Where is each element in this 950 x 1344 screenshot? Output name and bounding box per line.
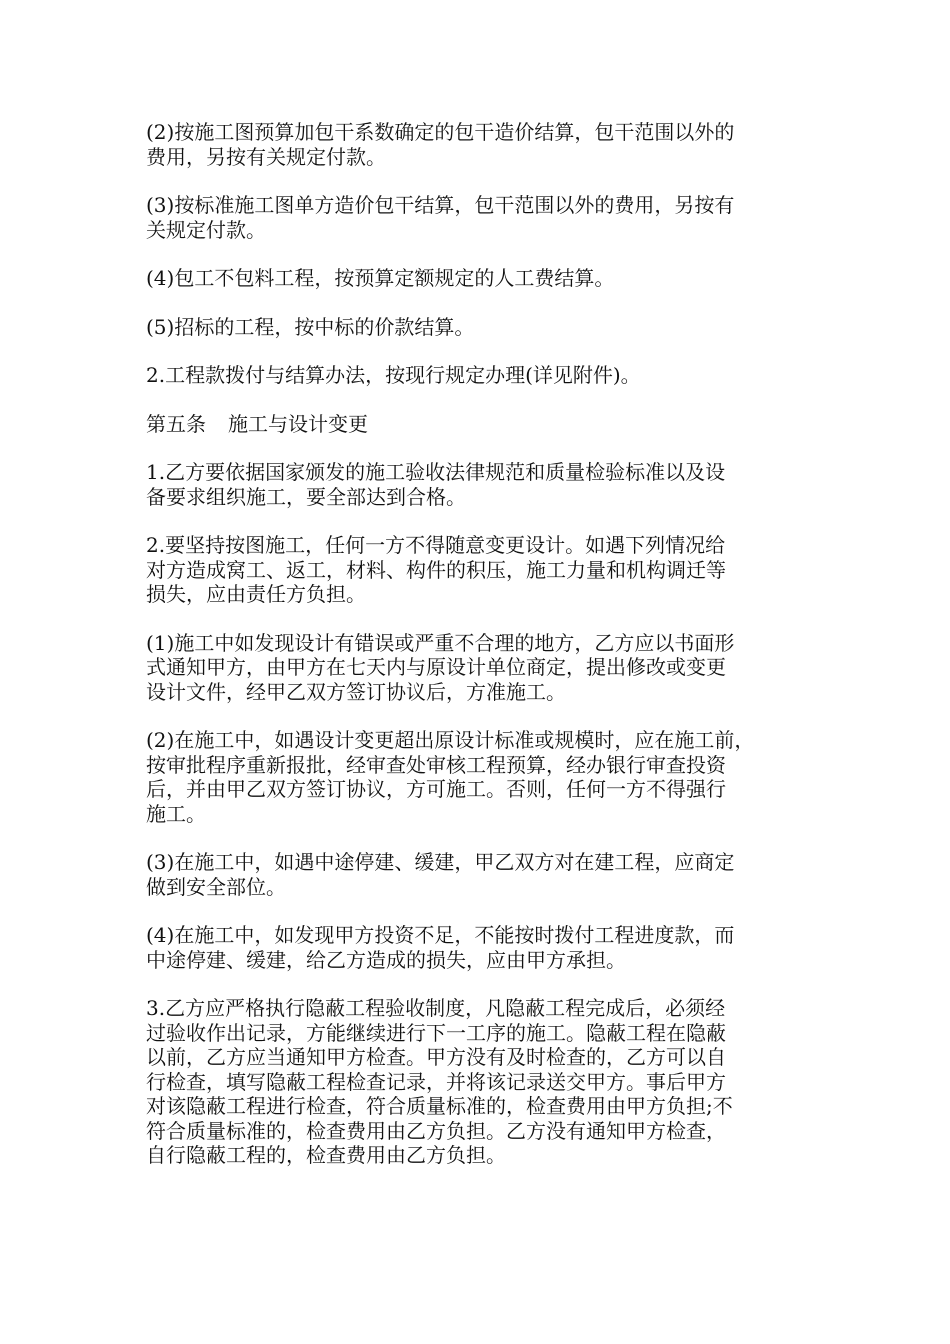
paragraph-clause-5-1	[146, 460, 818, 509]
paragraph-line: 2.要坚持按图施工，任何一方不得随意变更设计。如遇下列情况给	[146, 533, 726, 557]
paragraph-payment-method-5	[146, 315, 818, 340]
paragraph-line: (2)按施工图预算加包干系数确定的包干造价结算，包干范围以外的	[146, 120, 735, 144]
paragraph-clause-5-2-4	[146, 923, 818, 972]
paragraph-line: 费用，另按有关规定付款。	[146, 144, 386, 169]
section-number: 第五条	[146, 411, 206, 436]
paragraph-line: 1.乙方要依据国家颁发的施工验收法律规范和质量检验标准以及设	[146, 460, 726, 484]
paragraph-line: 做到安全部位。	[146, 874, 286, 899]
paragraph-line: 2.工程款拨付与结算办法，按现行规定办理(详见附件)。	[146, 363, 641, 387]
paragraph-line: 按审批程序重新报批，经审查处审核工程预算，经办银行审查投资	[146, 752, 726, 777]
paragraph-line: 符合质量标准的，检查费用由乙方负担。乙方没有通知甲方检查，	[146, 1118, 726, 1143]
paragraph-line: (2)在施工中，如遇设计变更超出原设计标准或规模时，应在施工前，	[146, 728, 755, 752]
paragraph-line: (5)招标的工程，按中标的价款结算。	[146, 314, 475, 339]
paragraph-clause-5-2-2	[146, 728, 818, 826]
paragraph-line: 备要求组织施工，要全部达到合格。	[146, 484, 466, 509]
section-heading	[146, 412, 818, 437]
paragraph-payment-method-2	[146, 120, 818, 169]
section-title: 施工与设计变更	[228, 411, 368, 436]
paragraph-line: 施工。	[146, 801, 206, 826]
paragraph-line: (3)按标准施工图单方造价包干结算，包干范围以外的费用，另按有	[146, 193, 735, 217]
paragraph-line: (4)包工不包料工程，按预算定额规定的人工费结算。	[146, 266, 615, 290]
paragraph-line: 设计文件，经甲乙双方签订协议后，方准施工。	[146, 679, 566, 704]
paragraph-line: 关规定付款。	[146, 217, 266, 242]
paragraph-line: 损失，应由责任方负担。	[146, 582, 366, 606]
paragraph-payment-method-4	[146, 266, 818, 291]
paragraph-clause-5-2	[146, 533, 818, 607]
paragraph-line: 行检查，填写隐蔽工程检查记录，并将该记录送交甲方。事后甲方	[146, 1069, 726, 1094]
paragraph-line: 过验收作出记录，方能继续进行下一工序的施工。隐蔽工程在隐蔽	[146, 1020, 726, 1045]
paragraph-line: 对该隐蔽工程进行检查，符合质量标准的，检查费用由甲方负担;不	[146, 1094, 733, 1118]
paragraph-line: (3)在施工中，如遇中途停建、缓建，甲乙双方对在建工程，应商定	[146, 850, 735, 874]
paragraph-clause-5-2-3	[146, 850, 818, 899]
paragraph-clause-4-2	[146, 363, 818, 388]
paragraph-line: 自行隐蔽工程的，检查费用由乙方负担。	[146, 1143, 506, 1167]
paragraph-line: (4)在施工中，如发现甲方投资不足，不能按时拨付工程进度款，而	[146, 923, 735, 947]
paragraph-line: 对方造成窝工、返工，材料、构件的积压，施工力量和机构调迁等	[146, 557, 726, 582]
paragraph-clause-5-3	[146, 996, 818, 1168]
paragraph-line: 以前，乙方应当通知甲方检查。甲方没有及时检查的，乙方可以自	[146, 1045, 726, 1069]
paragraph-line: 式通知甲方，由甲方在七天内与原设计单位商定，提出修改或变更	[146, 655, 726, 679]
paragraph-line: 中途停建、缓建，给乙方造成的损失，应由甲方承担。	[146, 947, 626, 972]
document-body	[146, 120, 818, 1192]
paragraph-payment-method-3	[146, 193, 818, 242]
paragraph-line: 3.乙方应严格执行隐蔽工程验收制度，凡隐蔽工程完成后，必须经	[146, 996, 726, 1020]
paragraph-line: (1)施工中如发现设计有错误或严重不合理的地方，乙方应以书面形	[146, 630, 735, 655]
paragraph-clause-5-2-1	[146, 631, 818, 705]
paragraph-line: 后，并由甲乙双方签订协议，方可施工。否则，任何一方不得强行	[146, 777, 726, 801]
